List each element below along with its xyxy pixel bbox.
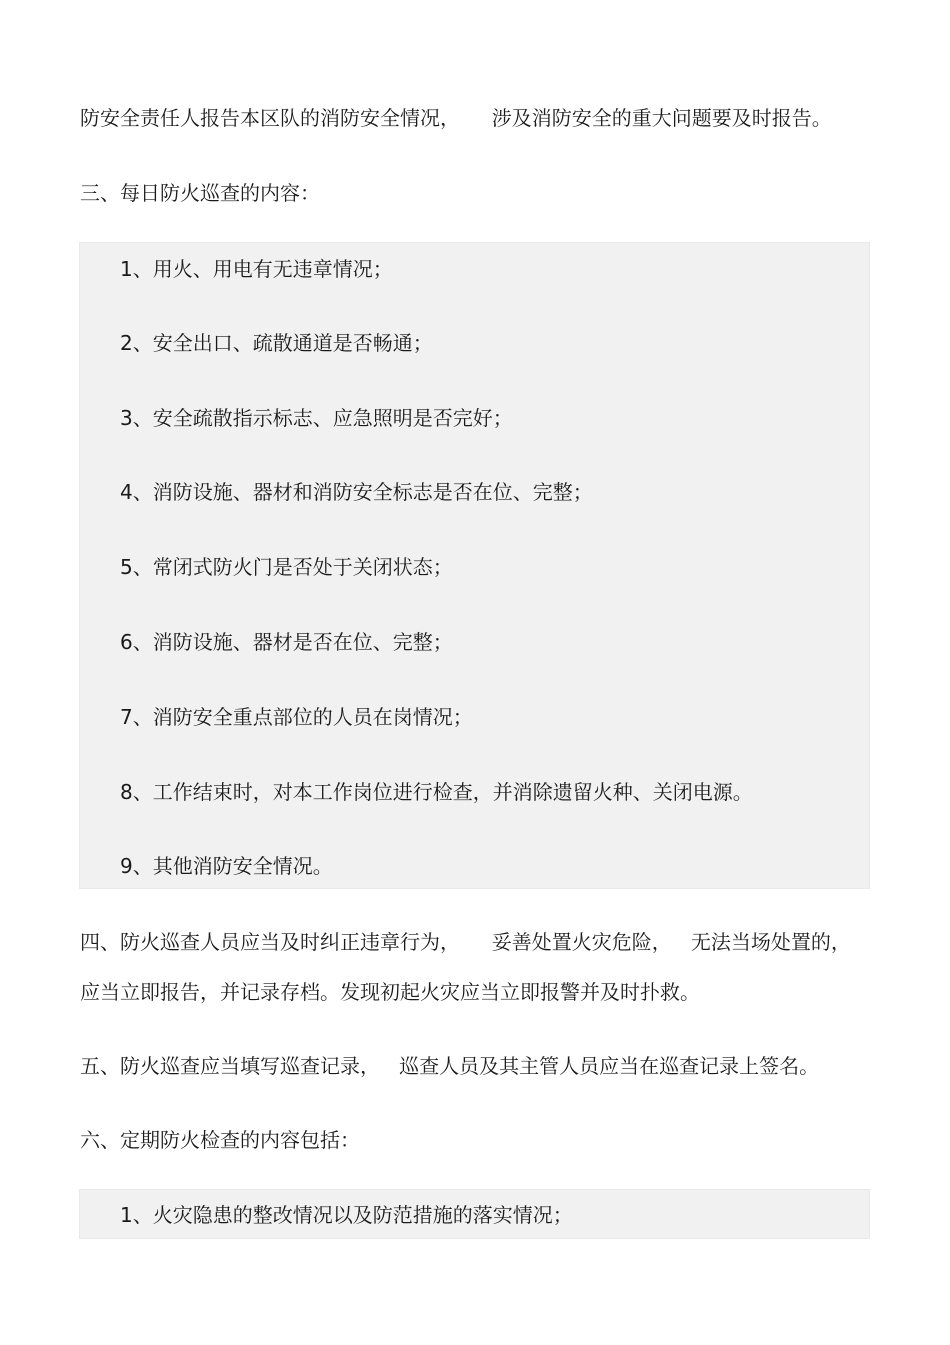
list-item: 4、消防设施、器材和消防安全标志是否在位、完整； bbox=[120, 480, 593, 504]
periodic-check-list bbox=[79, 1189, 870, 1239]
list-item: 8、工作结束时，对本工作岗位进行检查，并消除遗留火种、关闭电源。 bbox=[120, 780, 753, 804]
list-item: 6、消防设施、器材是否在位、完整； bbox=[120, 630, 453, 654]
list-item: 2、安全出口、疏散通道是否畅通； bbox=[120, 331, 433, 355]
section-four-line-1: 四、防火巡查人员应当及时纠正违章行为， 妥善处置火灾危险， 无法当场处置的， bbox=[80, 930, 851, 954]
list-item: 1、用火、用电有无违章情况； bbox=[120, 257, 393, 281]
section-five: 五、防火巡查应当填写巡查记录， 巡查人员及其主管人员应当在巡查记录上签名。 bbox=[80, 1054, 820, 1078]
paragraph-intro: 防安全责任人报告本区队的消防安全情况， 涉及消防安全的重大问题要及时报告。 bbox=[80, 106, 832, 130]
section-three-title: 三、每日防火巡查的内容： bbox=[80, 181, 320, 205]
list-item: 1、火灾隐患的整改情况以及防范措施的落实情况； bbox=[120, 1203, 573, 1227]
list-item: 5、常闭式防火门是否处于关闭状态； bbox=[120, 555, 453, 579]
list-item: 3、安全疏散指示标志、应急照明是否完好； bbox=[120, 406, 513, 430]
list-item: 9、其他消防安全情况。 bbox=[120, 854, 333, 878]
section-six-title: 六、定期防火检查的内容包括： bbox=[80, 1128, 360, 1152]
section-four-line-2: 应当立即报告，并记录存档。发现初起火灾应当立即报警并及时扑救。 bbox=[80, 980, 700, 1004]
daily-patrol-list bbox=[79, 242, 870, 889]
list-item: 7、消防安全重点部位的人员在岗情况； bbox=[120, 705, 473, 729]
